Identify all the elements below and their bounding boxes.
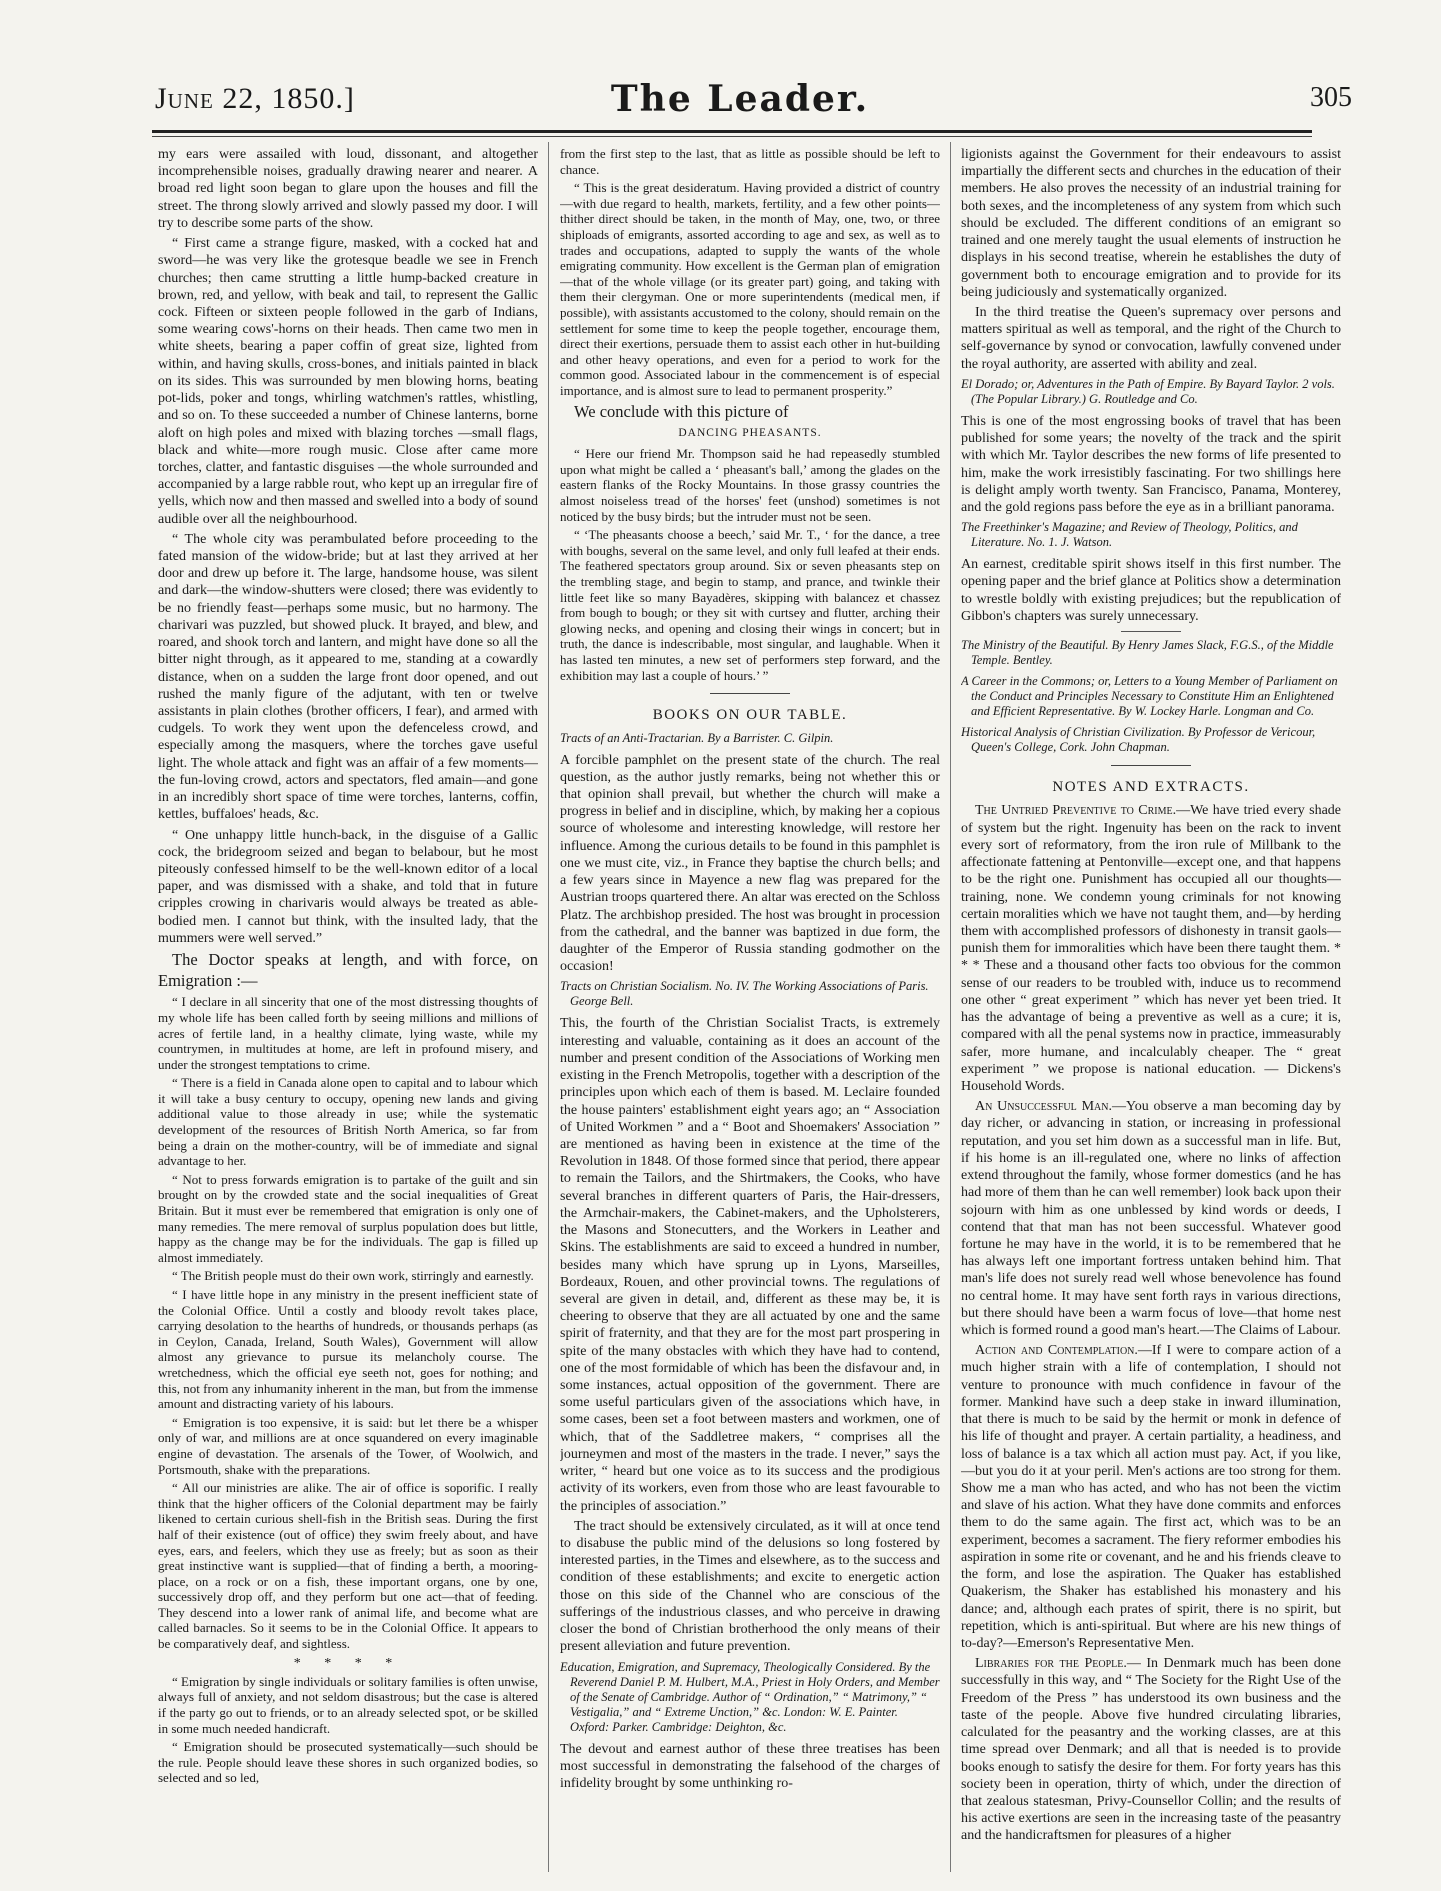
- note-title: Libraries for the People.: [975, 1656, 1127, 1672]
- book-reference: Tracts of an Anti-Tractarian. By a Barrister. C. Gilpin.: [560, 730, 834, 745]
- star-separator: * * * *: [293, 1655, 403, 1671]
- quote-paragraph: “ All our ministries are alike. The air of office is soporific. I really think that the higher officers of the Colonial department may be fairly likened to certain curious shell-fish in the British seas. During the first half of their existence (out of office) they swim freely about, and have eyes, ears, and feelers, which they use as freely; but as soon as their great instinctive want is supplied—that of finding a berth, a mooring-place, on a rock or on a fish, these important organs, one by one, successively drop off, and they perform but one act—that of feeding. They descend into a lower rank of animal life, and become what are called barnacles. So it seems to be in the Colonial Office. It appears to be comparatively deaf, and sightless.: [158, 1480, 538, 1652]
- issue-date: June 22, 1850.]: [155, 82, 355, 115]
- paragraph: The devout and earnest author of these three treatises has been most successful in demonstrating the falsehood of the charges of infidelity brought by some unthinking ro-: [560, 1741, 940, 1791]
- section-heading-books: BOOKS ON OUR TABLE.: [652, 707, 848, 724]
- book-reference: Education, Emigration, and Supremacy, Theologically Considered. By the Reverend Daniel P. M. Hulbert, M.A., Priest in Holy Orders, and Member of the Senate of Cambridge. Author of “ Ordination,” “ Matrimony,” “ Vestigalia,” and “ Extreme Unction,” &c. London: W. E. Painter. Oxford: Parker. Cambridge: Deighton, &c.: [560, 1659, 940, 1734]
- sub-heading: DANCING PHEASANTS.: [678, 427, 822, 440]
- quote-paragraph: “ The British people must do their own work, stirringly and earnestly.: [172, 1268, 534, 1284]
- note-title: The Untried Preventive to Crime.: [975, 803, 1177, 819]
- note-paragraph: [961, 802, 1341, 1095]
- quote-paragraph: “ Emigration by single individuals or solitary families is often unwise, always full of anxiety, and not seldom disastrous; but the case is altered if the party go out to friends, or to an already selected spot, or be skilled in some much needed handicraft.: [158, 1673, 538, 1736]
- section-rule: [710, 693, 790, 694]
- header-rule-thin: [152, 136, 1312, 137]
- paragraph: “ One unhappy little hunch-back, in the disguise of a Gallic cock, the bridegroom seized and began to belabour, but he most piteously confessed himself to be the well-known editor of a local paper, and was dismissed with a shake, and told that in future cripples crowing in charivaris would always be treated as able-bodied men. I cannot but think, with the insulted lady, that the mummers were well served.”: [158, 827, 538, 946]
- lead-paragraph: We conclude with this picture of: [574, 401, 789, 421]
- quote-paragraph: “ Emigration is too expensive, it is said: but let there be a whisper only of war, and millions are at once squandered on every imaginable engine of devastation. The arsenals of the Tower, of Woolwich, and Portsmouth, shake with the preparations.: [158, 1414, 538, 1477]
- lead-paragraph: The Doctor speaks at length, and with force, on Emigration :—: [158, 950, 538, 990]
- quote-paragraph: from the first step to the last, that as little as possible should be left to chance.: [560, 146, 940, 177]
- column-divider: [548, 142, 549, 1872]
- page-number: 305: [1310, 82, 1352, 113]
- paragraph: A forcible pamphlet on the present state of the church. The real question, as the author justly remarks, being not whether this or that opinion shall prevail, but whether the church will make a progress in belief and in discipline, which, by making her a copious source of wholesome and interesting knowledge, will restore her influence. Among the curious details to be found in this pamphlet is one we must cite, viz., in France they baptise the church bells; and a few years since in Mayence a new flag was prepared for the Austrian troops quartered there. An altar was erected on the Schloss Platz. The archbishop presided. The host was brought in procession from the cathedral, and the banner was baptized in due form, the daughter of the Emperor of Russia standing godmother on the occasion!: [560, 752, 940, 975]
- note-paragraph: [961, 1655, 1341, 1844]
- note-title: An Unsuccessful Man.: [975, 1099, 1112, 1115]
- section-heading-notes: NOTES AND EXTRACTS.: [1052, 779, 1250, 796]
- book-reference: Historical Analysis of Christian Civilization. By Professor de Vericour, Queen's College, Cork. John Chapman.: [961, 725, 1316, 755]
- note-paragraph: [961, 1342, 1341, 1652]
- column-divider: [950, 142, 951, 1872]
- quote-paragraph: “ I have little hope in any ministry in the present inefficient state of the Colonial Office. Until a costly and bloody revolt takes place, carrying desolation to the hearths of hundreds, or thousands perhaps (as in Ceylon, Canada, Ireland, South Wales), Government will allow almost any grievance to pursue its melancholy course. The wretchedness, which the official eye seeth not, goes for nothing; and this, not from any inhumanity inherent in the man, but from the immense amount and distracting variety of his labours.: [158, 1287, 538, 1412]
- book-reference: El Dorado; or, Adventures in the Path of Empire. By Bayard Taylor. 2 vols. (The Popular Library.) G. Routledge and Co.: [961, 376, 1335, 406]
- paragraph: “ First came a strange figure, masked, with a cocked hat and sword—he was very like the grotesque beadle we see in French churches; then came strutting a little hump-backed creature in brown, red, and yellow, with beak and tail, to represent the Gallic cock. Fifteen or sixteen people followed in the garb of Indians, some wearing cows'-horns on their heads. Then came two men in white sheets, bearing a paper coffin of great size, lighted from within, and having skulls, cross-bones, and initials painted in black on its sides. This was surrounded by men blowing horns, beating pot-lids, poker and tongs, whirling watchmen's rattles, whistling, and so on. To these succeeded a number of Chinese lanterns, borne aloft on high poles and mixed with blazing torches —small flags, black and white—more rough music. Close after came more torches, clatter, and fantastic disguises —the whole surrounded and accompanied by a large rabble rout, who kept up an irregular fire of yells, which now and then massed and swelled into a body of sound audible over all the neighbourhood.: [158, 236, 538, 527]
- paragraph: ligionists against the Government for their endeavours to assist impartially the different sects and churches in the education of their members. He also proves the necessity of an industrial training for both sexes, and the incompleteness of any system from which such should be excluded. The different conditions of an emigrant so trained and one merely taught the usual elements of instruction he displays in his second treatise, wherein he establishes the duty of government both to encourage emigration and to provide for its being judiciously and systematically organized.: [961, 147, 1341, 300]
- column-3: [961, 146, 1341, 1866]
- note-text: —If I were to compare action of a much higher strain with a life of contemplation, I should not venture to pronounce with much confidence in favour of the former. Mankind have such a deep stake in inward illumination, that there is much to be said by the hermit or monk in defence of his life of thought and prayer. A certain partiality, a headiness, and loss of balance is a tax which all action must pay. Act, if you like,—but you do it at your peril. Men's actions are too strong for them. Show me a man who has acted, and who has not been the victim and slave of his action. What they have done commits and enforces them to do the same again. The first act, which was to be an experiment, becomes a sacrament. The fiery reformer embodies his aspiration in some rite or covenant, and he and his friends cleave to the form, and lose the aspiration. The Quaker has established Quakerism, the Shaker has established his monastery and his dance; and, although each prates of spirit, there is no spirit, but repetition, which is anti-spiritual. But where are his new things of to-day?—Emerson's Representative Men.: [961, 1343, 1341, 1651]
- note-paragraph: [961, 1098, 1341, 1339]
- column-1: [158, 146, 538, 1866]
- masthead: The Leader.: [610, 78, 870, 120]
- note-text: —You observe a man becoming day by day richer, or advancing in station, or increasing in professional reputation, and you set him down as a successful man in life. But, if his home is an ill-regulated one, where no links of affection extend throughout the family, whose former domestics (and he has had more of them than he can well remember) look back upon their sojourn with him as one unblessed by kind words or deeds, I contend that that man has not been successful. Whatever good fortune he may have in the world, it is to be remembered that he has always left one important fortress untaken behind him. That man's life does not surely read well whose benevolence has found no central home. It may have sent forth rays in various directions, but there should have been a warm focus of love—that home nest which is formed round a good man's heart.—The Claims of Labour.: [961, 1099, 1341, 1339]
- paragraph: The tract should be extensively circulated, as it will at once tend to disabuse the public mind of the delusions so long fostered by interested parties, in the Times and elsewhere, as to the success and condition of these establishments; and excite to energetic action those on this side of the Channel who are conscious of the sufferings of the industrious classes, and who perceive in drawing closer the bond of Christian brotherhood the only means of their present alleviation and future prevention.: [560, 1518, 940, 1655]
- note-title: Action and Contemplation.: [975, 1343, 1138, 1359]
- note-text: — In Denmark much has been done successfully in this way, and “ The Society for the Right Use of the Freedom of the Press ” has understood its own business and the taste of the people. Above five hundred circulating libraries, calculated for the peasantry and the working classes, are at this time spread over Denmark; and all that is needed is to provide books enough to satisfy the desire for them. For forty years has this society been in operation, thirty of which, under the direction of that zealous statesman, Privy-Counsellor Collin; and the results of his active exertions are seen in the increasing taste of the peasantry and the handicraftsmen for pleasures of a higher: [961, 1656, 1341, 1844]
- section-rule: [1111, 765, 1191, 766]
- paragraph: An earnest, creditable spirit shows itself in this first number. The opening paper and the brief glance at Politics show a determination to wrestle boldly with existing prejudices; but the republication of Gibbon's chapters was surely unnecessary.: [961, 557, 1341, 624]
- paragraph: In the third treatise the Queen's supremacy over persons and matters spiritual as well as temporal, and the right of the Church to self-governance by synod or convocation, lawfully convened under the royal authority, are asserted with ability and zeal.: [961, 304, 1341, 372]
- quote-paragraph: “ I declare in all sincerity that one of the most distressing thoughts of my whole life has been called forth by seeing millions and millions of acres of fertile land, in a healthy climate, lying waste, while my countrymen, in multitudes at home, are left in profound misery, and under the strongest temptations to crime.: [158, 994, 538, 1072]
- header-rule: [152, 130, 1312, 133]
- book-reference: The Freethinker's Magazine; and Review of Theology, Politics, and Literature. No. 1. J. Watson.: [961, 520, 1298, 550]
- quote-paragraph: “ Emigration should be prosecuted systematically—such should be the rule. People should leave these shores in such organized bodies, so selected and so led,: [158, 1739, 538, 1786]
- book-reference: A Career in the Commons; or, Letters to a Young Member of Parliament on the Conduct and Principles Necessary to Constitute Him an Enlightened and Efficient Representative. By W. Lockey Harle. Longman and Co.: [961, 674, 1338, 719]
- quote-paragraph: “ Not to press forwards emigration is to partake of the guilt and sin brought on by the crowded state and the social inequalities of Great Britain. But it must ever be remembered that emigration is only one of many remedies. The mere removal of surplus population does but little, happy as the change may be for the individuals. The gap is filled up almost immediately.: [158, 1171, 538, 1265]
- quote-paragraph: “ There is a field in Canada alone open to capital and to labour which it will take a busy century to occupy, opening new lands and giving additional value to those already in use; while the systematic development of the resources of British North America, so far from being a drain on the mother-country, will be of immediate and signal advantage to her.: [158, 1075, 538, 1169]
- note-text: —We have tried every shade of system but the right. Ingenuity has been on the rack to invent every sort of reformatory, from the iron rule of Millbank to the affectionate fattening at Pentonville—except one, and that happens to be the right one. Punishment has occupied all our thoughts—training, none. We condemn young criminals for not knowing certain moralities which we have not taught them, and—by herding them with accomplished professors of dishonesty in transit gaols—punish them for immoralities which have been there taught them. * * * These and a thousand other facts too obvious for the common sense of our readers to be troubled with, induce us to recommend one other “ great experiment ” which has never yet been tried. It has the advantage of being a preventive as well as a cure; it is, compared with all the penal systems now in practice, immeasurably safer, more humane, and incalculably cheaper. The “ great experiment ” we propose is national education. — Dickens's Household Words.: [961, 803, 1341, 1094]
- quote-paragraph: “ ‘The pheasants choose a beech,’ said Mr. T., ‘ for the dance, a tree with boughs, several on the same level, and only full leafed at their ends. The feathered spectators group around. Six or seven pheasants step on the trembling stage, and begin to stamp, and prance, and twinkle their little feet like so many Bayadères, skipping with balancez et chassez from bough to bough; or they sit with curtsey and flutter, arching their glowing necks, and opening and closing their wings in concert; but in truth, the dance is indescribable, most singular, and laughable. When it has lasted ten minutes, a new set of performers step forward, and the exhibition may last a couple of hours.’ ”: [560, 527, 940, 683]
- quote-paragraph: “ This is the great desideratum. Having provided a district of country—with due regard to health, markets, fertility, and a few other points—thither direct should be taken, in the month of May, one, two, or three shiploads of emigrants, assorted according to age and sex, as well as to trades and occupations, adapted to supply the wants of the whole emigrating community. How excellent is the German plan of emigration—that of the whole village (or its greater part) going, and taking with them their clergyman. One or more superintendents (medical men, if possible), with assistants accustomed to the colony, should remain on the settlement for some time to keep the people together, encourage them, direct their exertions, persuade them to assist each other in hut-building and other heavy operations, and even for a period to work for the common good. Associated labour in the commencement is of especial importance, and is almost sure to lead to permanent prosperity.”: [560, 180, 940, 398]
- quote-paragraph: “ Here our friend Mr. Thompson said he had repeasedly stumbled upon what might be called a ‘ pheasant's ball,’ among the glades on the eastern flanks of the Rocky Mountains. In those grassy countries the almost noiseless tread of the horses' feet (unshod) sometimes is not noticed by the busy birds; but the intruder must not be seen.: [560, 446, 940, 524]
- paragraph: This is one of the most engrossing books of travel that has been published for some years; the novelty of the track and the spirit with which Mr. Taylor describes the new forms of life presented to him, make the work irresistibly fascinating. For two shillings here is delight amply worth twenty. San Francisco, Panama, Monterey, and the gold regions pass before the eye as in a brilliant panorama.: [961, 413, 1341, 515]
- book-reference: Tracts on Christian Socialism. No. IV. The Working Associations of Paris. George Bell.: [560, 979, 929, 1009]
- page-header: [0, 0, 1441, 150]
- paragraph: This, the fourth of the Christian Socialist Tracts, is extremely interesting and valuable, containing as it does an account of the number and present condition of the Associations of Working men existing in the French Metropolis, together with a description of the principles upon which each of them is based. M. Leclaire founded the house painters' establishment eight years ago; an “ Association of United Workmen ” and a “ Boot and Shoemakers' Association ” are mentioned as having been in existence at the time of the Revolution in 1848. Of those formed since that period, there appear to remain the Tailors, and the Shirtmakers, the Cooks, who have several branches in different quarters of Paris, the Hair-dressers, the Armchair-makers, the Cabinet-makers, and the Upholsterers, the Masons and Stonecutters, and the Workers in Leather and Skins. The establishments are said to exceed a hundred in number, besides many which have sprung up in Lyons, Marseilles, Bordeaux, Rouen, and other provincial towns. The regulations of several are given in detail, and, different as these may be, it is cheering to observe that they are all actuated by one and the same spirit of fraternity, and that they are for the most part prospering in spite of the many obstacles with which they have had to contend, one of the most formidable of which has been the disfavour and, in some instances, actual opposition of the government. There are some useful particulars given of the associations which have, in some cases, been set a foot between masters and workmen, one of which, that of the Saddletree makers, “ comprises all the journeymen and most of the masters in the trade. I never,” says the writer, “ heard but one voice as to its success and the prodigious activity of its workers, even from those who are least favourable to the principles of association.”: [560, 1016, 940, 1514]
- book-reference: The Ministry of the Beautiful. By Henry James Slack, F.G.S., of the Middle Temple. Bentley.: [961, 638, 1334, 668]
- column-2: [560, 146, 940, 1866]
- divider: [1121, 631, 1181, 632]
- paragraph: “ The whole city was perambulated before proceeding to the fated mansion of the widow-bride; but at last they arrived at her door and drew up before it. The large, handsome house, was silent and dark—the window-shutters were closed; there was evidently to be no friendly feast—perhaps some music, but no harmony. The charivari was puzzled, but showed pluck. It brayed, and blew, and roared, and shook torch and lantern, and might have done so all the bitter night through, as it appeared to me, standing at a cowardly distance, when on a sudden the large front door opened, and out rushed the manly figure of the adjutant, with ten or twelve assistants in plain clothes (brother officers, I fear), and armed with cudgels. To work they went upon the defenceless crowd, and especially among the masquers, where the torches gave useful light. The whole attack and fight was an affair of a few moments—the fun-loving crowd, actors and spectators, fled amain—and gone in an incredibly short space of time were torches, lanterns, coffin, kettles, buffaloes' heads, &c.: [158, 531, 538, 823]
- paragraph: my ears were assailed with loud, dissonant, and altogether incomprehensible noises, gradually drawing nearer and nearer. A broad red light soon began to glare upon the houses and fill the street. The throng slowly arrived and slowly passed my door. I will try to describe some parts of the show.: [158, 147, 538, 231]
